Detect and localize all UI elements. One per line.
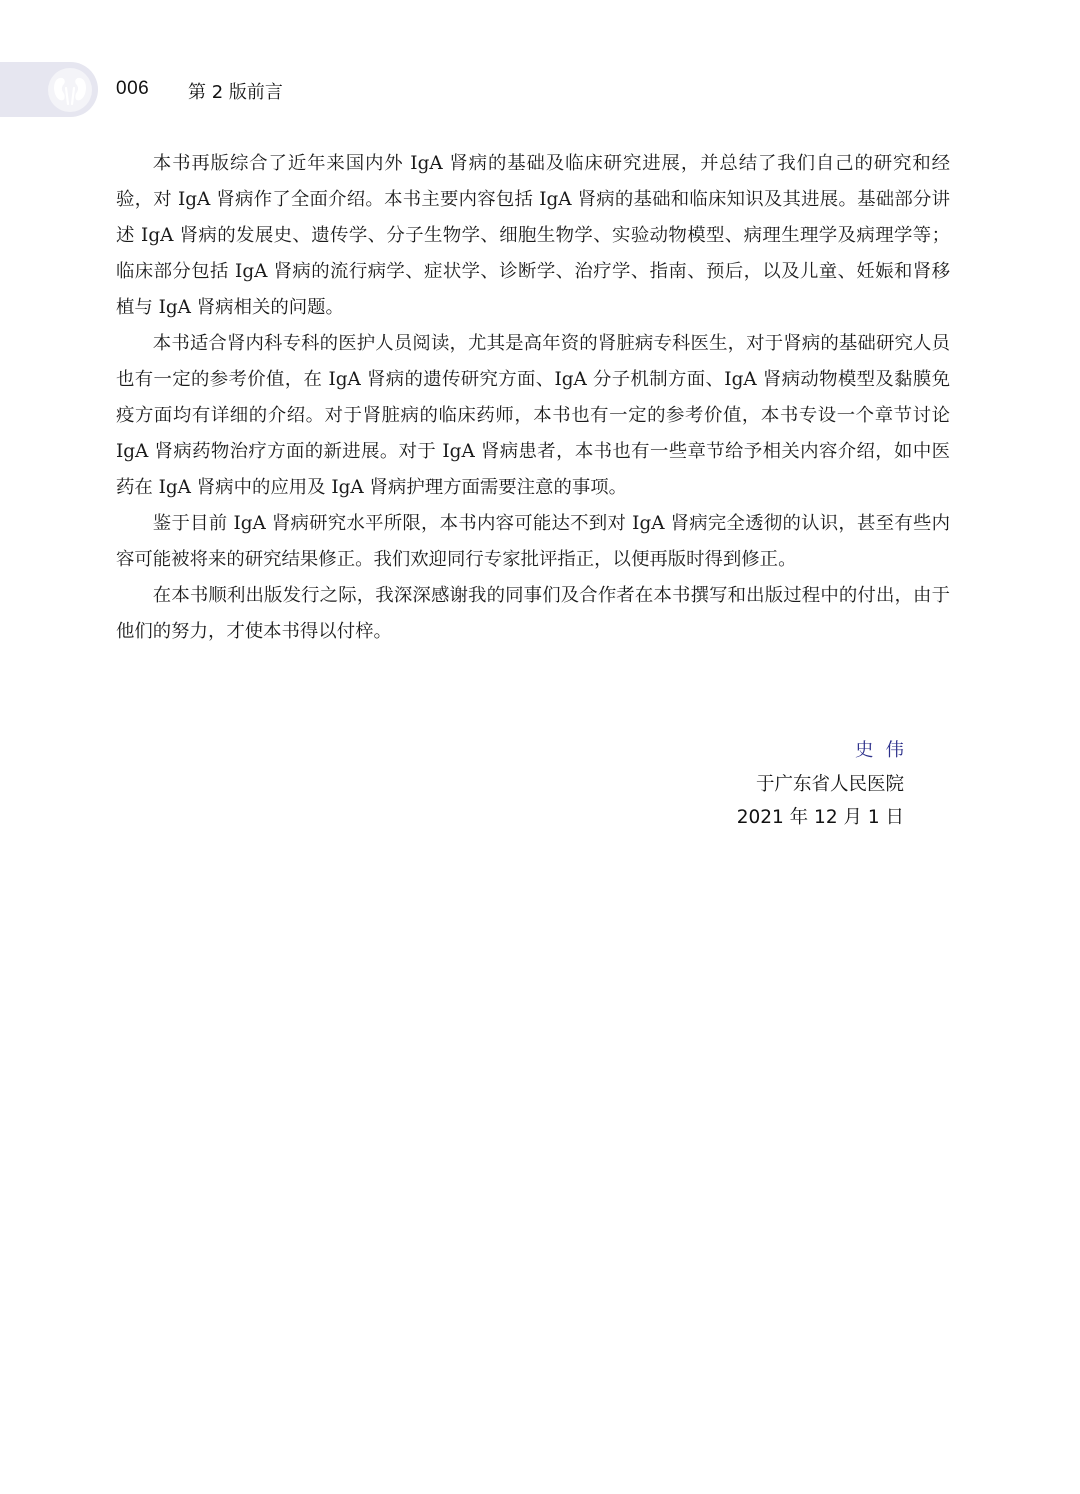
running-title: 第 2 版前言 (188, 82, 283, 103)
preface-paragraph: 在本书顺利出版发行之际，我深深感谢我的同事们及合作者在本书撰写和出版过程中的付出，由于他们的努力，才使本书得以付梓。 (116, 585, 950, 642)
preface-paragraph: 本书适合肾内科专科的医护人员阅读，尤其是高年资的肾脏病专科医生，对于肾病的基础研究人员也有一定的参考价值，在 IgA 肾病的遗传研究方面、IgA 分子机制方面、IgA 肾病动物模型及黏膜免疫方面均有详细的介绍。对于肾脏病的临床药师，本书也有一定的参考价值，本书专设一个章节讨论 IgA 肾病药物治疗方面的新进展。对于 IgA 肾病患者，本书也有一些章节给予相关内容介绍，如中医药在 IgA 肾病中的应用及 IgA 肾病护理方面需要注意的事项。 (116, 333, 950, 498)
signature-date: 2021 年 12 月 1 日 (736, 807, 904, 828)
preface-paragraph: 本书再版综合了近年来国内外 IgA 肾病的基础及临床研究进展，并总结了我们自己的研究和经验，对 IgA 肾病作了全面介绍。本书主要内容包括 IgA 肾病的基础和临床知识及其进展。基础部分讲述 IgA 肾病的发展史、遗传学、分子生物学、细胞生物学、实验动物模型、病理生理学及病理学等；临床部分包括 IgA 肾病的流行病学、症状学、诊断学、治疗学、指南、预后，以及儿童、妊娠和肾移植与 IgA 肾病相关的问题。 (116, 153, 950, 318)
author-affiliation: 于广东省人民医院 (755, 773, 904, 795)
signature-block (736, 734, 916, 835)
page-number: 006 (116, 78, 150, 99)
preface-body (116, 146, 950, 650)
kidney-logo-icon (46, 66, 94, 114)
preface-paragraph: 鉴于目前 IgA 肾病研究水平所限，本书内容可能达不到对 IgA 肾病完全透彻的认识，甚至有些内容可能被将来的研究结果修正。我们欢迎同行专家批评指正，以便再版时得到修正。 (116, 513, 950, 570)
author-name: 史伟 (854, 740, 916, 761)
